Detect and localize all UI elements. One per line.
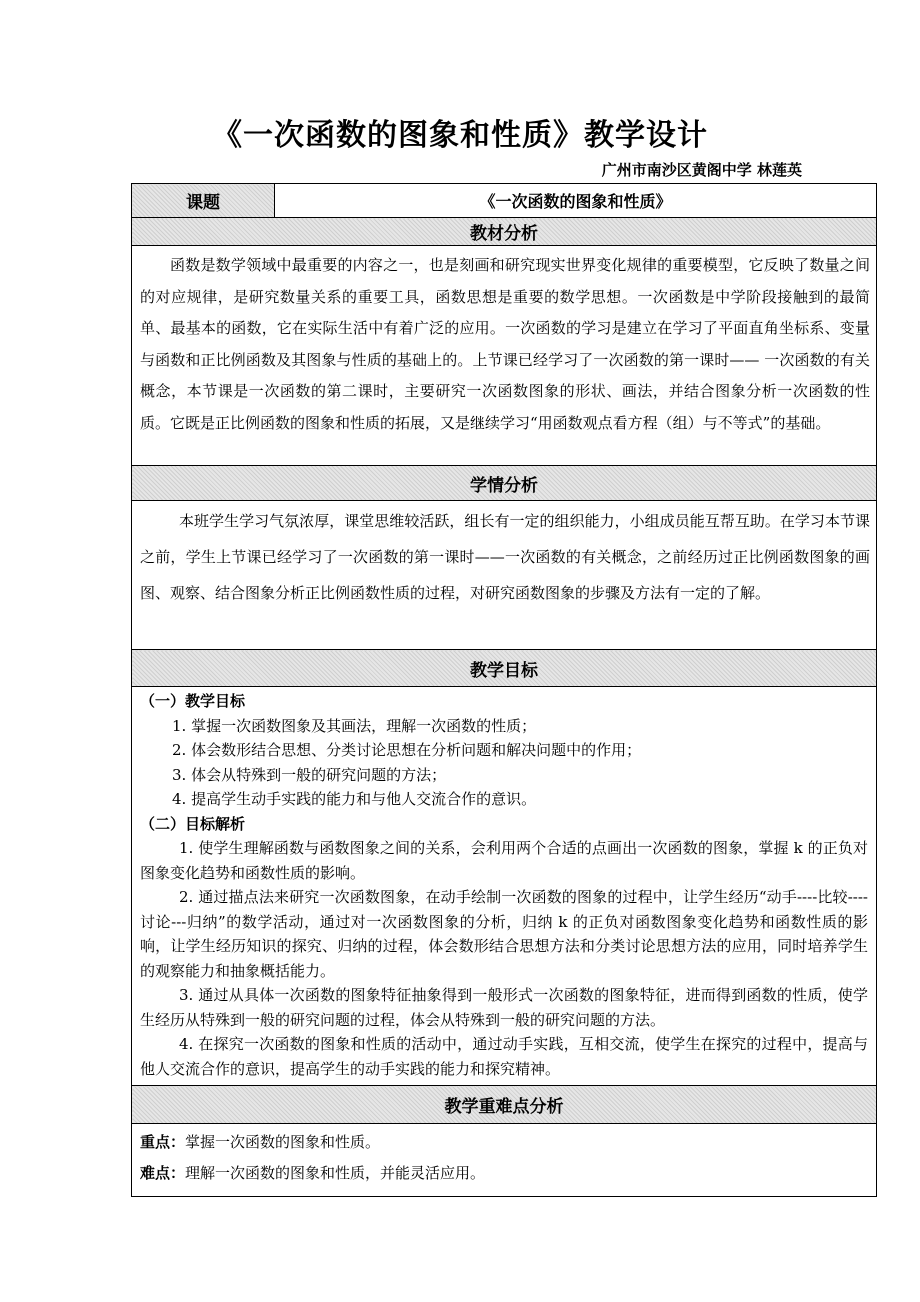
key-point-label: 重点： — [140, 1133, 186, 1151]
difficulty-label: 难点： — [140, 1164, 186, 1182]
difficulty-line — [140, 1163, 868, 1194]
topic-value: 《一次函数的图象和性质》 — [275, 184, 877, 218]
teaching-goals-body — [132, 687, 877, 1086]
key-point-text: 掌握一次函数的图象和性质。 — [185, 1133, 381, 1151]
analysis-item: 4. 在探究一次函数的图象和性质的活动中，通过动手实践，互相交流，使学生在探究的过程中，提高与他人交流合作的意识，提高学生的动手实践的能力和探究精神。 — [140, 1035, 868, 1078]
goal-item: 3. 体会从特殊到一般的研究问题的方法； — [172, 765, 447, 784]
material-analysis-header: 教材分析 — [132, 218, 877, 246]
analysis-item: 2. 通过描点法来研究一次函数图象，在动手绘制一次函数的图象的过程中，让学生经历“动手----比较----讨论---归纳”的数学活动，通过对一次函数图象的分析，归纳 k 的正负对函数图象变化趋势和函数性质的影响，让学生经历知识的探究、归纳的过程，体会数形结合思想方法和分类讨论思想方法的应用，同时培养学生的观察能力和抽象概括能力。 — [140, 888, 868, 980]
key-points-body — [132, 1124, 877, 1197]
topic-label: 课题 — [132, 184, 275, 218]
key-point-line — [140, 1132, 868, 1163]
material-analysis-body: 函数是数学领域中最重要的内容之一，也是刻画和研究现实世界变化规律的重要模型，它反映了数量之间的对应规律，是研究数量关系的重要工具，函数思想是重要的数学思想。一次函数是中学阶段接触到的最简单、最基本的函数，它在实际生活中有着广泛的应用。一次函数的学习是建立在学习了平面直角坐标系、变量与函数和正比例函数及其图象与性质的基础上的。上节课已经学习了一次函数的第一课时—— 一次函数的有关概念，本节课是一次函数的第二课时，主要研究一次函数图象的形状、画法，并结合图象分析一次函数的性质。它既是正比例函数的图象和性质的拓展，又是继续学习“用函数观点看方程（组）与不等式”的基础。 — [132, 246, 877, 466]
analysis-subheading: （二）目标解析 — [140, 814, 246, 833]
key-points-header: 教学重难点分析 — [132, 1086, 877, 1124]
goal-item: 2. 体会数形结合思想、分类讨论思想在分析问题和解决问题中的作用； — [172, 741, 642, 759]
goal-item: 4. 提高学生动手实践的能力和与他人交流合作的意识。 — [172, 790, 537, 808]
teaching-goals-header: 教学目标 — [132, 650, 877, 687]
student-analysis-body: 本班学生学习气氛浓厚，课堂思维较活跃，组长有一定的组织能力，小组成员能互帮互助。在学习本节课之前，学生上节课已经学习了一次函数的第一课时——一次函数的有关概念，之前经历过正比例函数图象的画图、观察、结合图象分析正比例函数性质的过程，对研究函数图象的步骤及方法有一定的了解。 — [132, 501, 877, 650]
analysis-item: 1. 使学生理解函数与函数图象之间的关系，会利用两个合适的点画出一次函数的图象，掌握 k 的正负对图象变化趋势和函数性质的影响。 — [140, 839, 868, 882]
analysis-item: 3. 通过从具体一次函数的图象特征抽象得到一般形式一次函数的图象特征，进而得到函数的性质，使学生经历从特殊到一般的研究问题的过程，体会从特殊到一般的研究问题的方法。 — [140, 986, 868, 1029]
lesson-plan-table — [131, 183, 877, 1197]
goals-subheading: （一）教学目标 — [140, 692, 246, 710]
difficulty-text: 理解一次函数的图象和性质，并能灵活应用。 — [185, 1164, 486, 1182]
goal-item: 1. 掌握一次函数图象及其画法，理解一次函数的性质； — [172, 716, 537, 735]
document-title: 《一次函数的图象和性质》教学设计 — [212, 118, 708, 153]
author-line: 广州市南沙区黄阁中学 林莲英 — [601, 161, 802, 179]
student-analysis-header: 学情分析 — [132, 466, 877, 501]
